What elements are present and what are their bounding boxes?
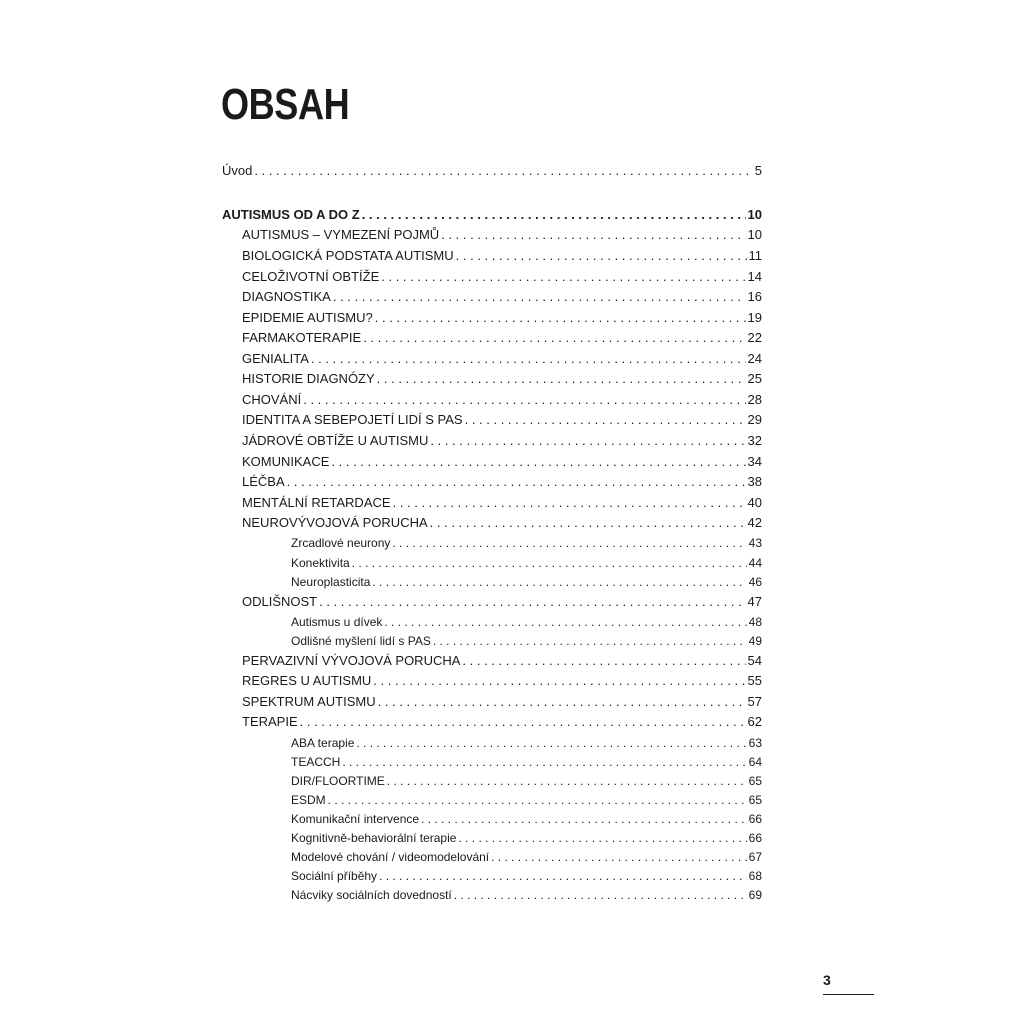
toc-entry-page: 14 [747,269,762,284]
toc-entry [222,472,762,492]
toc-dot-leader [433,631,747,651]
toc-entry [222,553,762,573]
toc-entry-label: DIR/FLOORTIME [291,774,385,788]
toc-entry-page: 32 [747,433,762,448]
toc-entry-label: Nácviky sociálních dovedností [291,888,452,902]
toc-entry-page: 47 [747,594,762,609]
toc-entry-page: 16 [747,289,762,304]
toc-dot-leader [392,533,746,553]
toc-entry-label: REGRES U AUTISMU [242,673,372,688]
toc-entry [222,267,762,287]
toc-entry-label: AUTISMUS – VYMEZENÍ POJMŮ [242,227,440,242]
toc-entry-label: CHOVÁNÍ [242,392,302,407]
toc-entry-page: 66 [748,831,762,845]
toc-entry-page: 67 [748,850,762,864]
toc-entry-label: Autismus u dívek [291,615,383,629]
toc-entry [222,809,762,829]
toc-entry-page: 43 [748,536,762,550]
toc-entry-label: MENTÁLNÍ RETARDACE [242,495,391,510]
toc-entry-page: 63 [748,736,762,750]
toc-entry [222,612,762,632]
toc-dot-leader [311,349,746,369]
footer-rule [823,994,874,995]
toc-entry [222,246,762,266]
toc-entry [222,287,762,307]
toc-entry [222,631,762,651]
toc-entry-page: 44 [748,556,762,570]
toc-dot-leader [372,572,746,592]
toc-entry-page: 42 [747,515,762,530]
toc-entry-label: KOMUNIKACE [242,454,330,469]
toc-dot-leader [377,369,746,389]
toc-entry [222,828,762,848]
toc-entry [222,513,762,533]
toc-entry-page: 24 [747,351,762,366]
toc-entry-label: NEUROVÝVOJOVÁ PORUCHA [242,515,428,530]
toc-entry-page: 29 [747,412,762,427]
toc-dot-leader [387,771,747,791]
toc-entry [222,493,762,513]
toc-dot-leader [462,651,745,671]
toc-entry-label: Úvod [222,163,253,178]
toc-entry-label: Modelové chování / videomodelování [291,850,490,864]
toc-entry [222,733,762,753]
toc-dot-leader [384,612,746,632]
toc-entry-label: IDENTITA A SEBEPOJETÍ LIDÍ S PAS [242,412,463,427]
toc-entry [222,161,762,181]
toc-entry-page: 22 [747,330,762,345]
toc-entry [222,651,762,671]
toc-entry-page: 64 [748,755,762,769]
toc-entry [222,390,762,410]
toc-entry [222,790,762,810]
toc-entry-label: EPIDEMIE AUTISMU? [242,310,373,325]
toc-entry-page: 54 [747,653,762,668]
toc-entry-page: 10 [747,227,762,242]
toc-entry-label: Komunikační intervence [291,812,420,826]
toc-entry-label: Kognitivně-behaviorální terapie [291,831,457,845]
toc-dot-leader [331,452,745,472]
toc-entry-label: HISTORIE DIAGNÓZY [242,371,375,386]
toc-entry [222,205,762,225]
toc-entry-page: 55 [747,673,762,688]
toc-entry-label: GENIALITA [242,351,309,366]
toc-dot-leader [319,592,745,612]
toc-entry [222,885,762,905]
page-title: OBSAH [221,80,350,129]
toc-dot-leader [378,692,746,712]
toc-entry [222,410,762,430]
toc-dot-leader [465,410,746,430]
toc-entry-label: BIOLOGICKÁ PODSTATA AUTISMU [242,248,454,263]
toc-entry-page: 38 [747,474,762,489]
toc-entry [222,592,762,612]
toc-entry-page: 68 [748,869,762,883]
toc-entry-label: TERAPIE [242,714,298,729]
toc-entry-label: DIAGNOSTIKA [242,289,331,304]
toc-dot-leader [300,712,746,732]
toc-entry-page: 10 [747,207,762,222]
toc-dot-leader [333,287,746,307]
toc-entry-page: 69 [748,888,762,902]
toc-entry-label: JÁDROVÉ OBTÍŽE U AUTISMU [242,433,429,448]
toc-entry-label: PERVAZIVNÍ VÝVOJOVÁ PORUCHA [242,653,461,668]
toc-dot-leader [454,885,747,905]
toc-entry-page: 19 [747,310,762,325]
toc-entry-label: Zrcadlové neurony [291,536,391,550]
toc-entry-page: 57 [747,694,762,709]
toc-entry [222,533,762,553]
toc-dot-leader [379,866,747,886]
toc-entry-label: ODLIŠNOST [242,594,318,609]
toc-entry [222,752,762,772]
toc-dot-leader [352,553,747,573]
toc-dot-leader [430,431,745,451]
toc-entry [222,866,762,886]
toc-dot-leader [287,472,746,492]
toc-dot-leader [421,809,747,829]
toc-entry-page: 65 [748,793,762,807]
toc-entry-page: 5 [754,163,762,178]
toc-entry-label: FARMAKOTERAPIE [242,330,362,345]
toc-entry-page: 46 [748,575,762,589]
toc-dot-leader [430,513,746,533]
toc-entry-page: 34 [747,454,762,469]
toc-entry [222,572,762,592]
toc-dot-leader [356,733,746,753]
toc-dot-leader [441,225,745,245]
toc-entry-page: 40 [747,495,762,510]
toc-entry [222,308,762,328]
toc-entry-label: LÉČBA [242,474,285,489]
toc-entry-label: Odlišné myšlení lidí s PAS [291,634,431,648]
toc-entry [222,431,762,451]
toc-dot-leader [373,671,745,691]
toc-entry-page: 62 [747,714,762,729]
toc-entry [222,225,762,245]
toc-entry-page: 25 [747,371,762,386]
toc-entry-label: ESDM [291,793,326,807]
toc-entry [222,712,762,732]
toc-dot-leader [363,328,745,348]
toc-entry-label: ABA terapie [291,736,355,750]
toc-dot-leader [362,205,746,225]
toc-entry-label: Sociální příběhy [291,869,378,883]
toc-dot-leader [381,267,745,287]
toc-dot-leader [393,493,746,513]
toc-dot-leader [342,752,746,772]
toc-entry [222,692,762,712]
toc-dot-leader [375,308,746,328]
toc-entry [222,369,762,389]
toc-dot-leader [456,246,747,266]
toc-entry [222,328,762,348]
toc-dot-leader [328,790,747,810]
toc-entry-page: 49 [748,634,762,648]
toc-entry-label: AUTISMUS OD A DO Z [222,207,360,222]
toc-dot-leader [254,161,752,181]
toc-dot-leader [303,390,745,410]
toc-entry-label: Neuroplasticita [291,575,371,589]
toc-entry-label: CELOŽIVOTNÍ OBTÍŽE [242,269,380,284]
toc-entry [222,452,762,472]
toc-entry-page: 65 [748,774,762,788]
toc-entry [222,671,762,691]
toc-entry-page: 11 [748,248,762,263]
toc-entry [222,771,762,791]
toc-entry-label: SPEKTRUM AUTISMU [242,694,376,709]
toc-entry-page: 66 [748,812,762,826]
toc-dot-leader [491,847,747,867]
toc-entry-label: TEACCH [291,755,341,769]
toc-entry-page: 28 [747,392,762,407]
toc-dot-leader [458,828,746,848]
page-number: 3 [823,972,831,988]
toc-entry-label: Konektivita [291,556,350,570]
toc-entry-page: 48 [748,615,762,629]
toc-entry [222,349,762,369]
toc-entry [222,847,762,867]
